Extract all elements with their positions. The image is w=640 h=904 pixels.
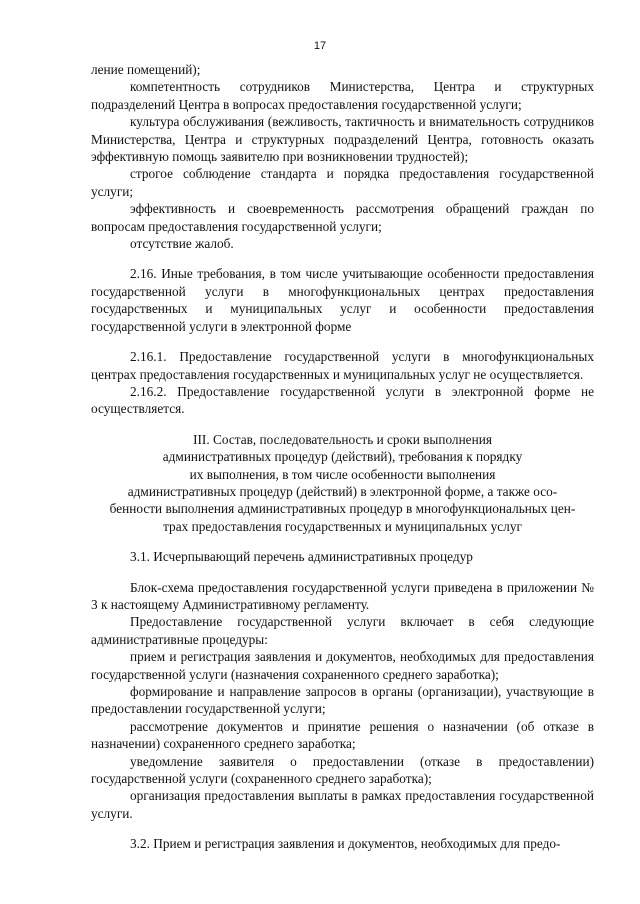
page-number: 17 (313, 40, 327, 52)
paragraph: уведомление заявителя о предоставлении (отказе в предоставлении) государственной услуги (сохраненного среднего заработка); (91, 753, 594, 787)
paragraph: отсутствие жалоб. (130, 236, 234, 252)
paragraph: Предоставление государственной услуги включает в себя следующие административные процедуры: (91, 614, 594, 647)
document-body (91, 61, 594, 853)
paragraph: формирование и направление запросов в органы (организации), участвующие в предоставлении государственной услуги; (91, 684, 594, 717)
paragraph: 2.16.1. Предоставление государственной услуги в многофункциональных центрах предоставления государственных и муниципальных услуг не осуществляется. (91, 349, 594, 382)
paragraph: прием и регистрация заявления и документов, необходимых для предоставления государственной услуги (назначения сохраненного среднего заработка); (91, 649, 594, 682)
section-heading-line: бенности выполнения административных процедур в многофункциональных цен- (109, 501, 576, 517)
section-heading (91, 431, 594, 535)
paragraph: рассмотрение документов и принятие решения о назначении (об отказе в назначении) сохраненного среднего заработка; (91, 718, 594, 752)
section-heading-line: III. Состав, последовательность и сроки выполнения (193, 431, 492, 447)
subsection-title: 2.16. Иные требования, в том числе учитывающие особенности предоставления государственной услуги в многофункциональных центрах предоставления государственных и муниципальных услуг и особенности предоставления государственной услуги в электронной форме (91, 266, 594, 334)
section-heading-line: административных процедур (действий), требования к порядку (162, 449, 523, 465)
paragraph: Блок-схема предоставления государственной услуги приведена в приложении № 3 к настоящему Административному регламенту. (91, 579, 594, 612)
paragraph: 2.16.2. Предоставление государственной услуги в электронной форме не осуществляется. (91, 383, 594, 417)
paragraph: организация предоставления выплаты в рамках предоставления государственной услуги. (91, 788, 594, 821)
subsection-title: 3.1. Исчерпывающий перечень административных процедур (130, 549, 473, 565)
section-heading-line: административных процедур (действий) в электронной форме, а также осо- (127, 483, 558, 499)
paragraph: компетентность сотрудников Министерства, Центра и структурных подразделений Центра в вопросах предоставления государственной услуги; (91, 79, 594, 112)
paragraph: ление помещений); (91, 62, 201, 77)
paragraph: эффективность и своевременность рассмотрения обращений граждан по вопросам предоставления государственной услуги; (91, 201, 594, 234)
paragraph: культура обслуживания (вежливость, тактичность и внимательность сотрудников Министерства, Центра и структурных подразделений Центра, готовность оказать эффективную помощь заявителю при возникновении трудностей); (91, 114, 594, 165)
subsection-title: 3.2. Прием и регистрация заявления и документов, необходимых для предо- (130, 836, 561, 852)
section-heading-line: их выполнения, в том числе особенности выполнения (189, 466, 496, 482)
paragraph: строгое соблюдение стандарта и порядка предоставления государственной услуги; (91, 166, 594, 199)
section-heading-line: трах предоставления государственных и муниципальных услуг (163, 518, 522, 534)
